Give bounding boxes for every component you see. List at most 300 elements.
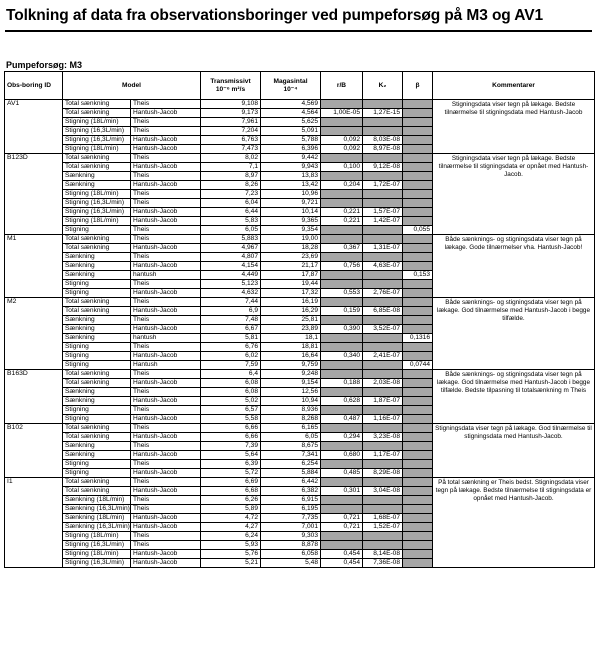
cell-k2 <box>363 478 403 487</box>
cell-model: Hantush-Jacob <box>131 325 201 334</box>
cell-k2 <box>363 280 403 289</box>
cell-type: Stigning (16,3L/min) <box>63 541 131 550</box>
cell-model: Hantush-Jacob <box>131 523 201 532</box>
cell-model: Theis <box>131 100 201 109</box>
cell-beta <box>403 388 433 397</box>
cell-model: Theis <box>131 478 201 487</box>
cell-transmissivity: 7,204 <box>201 127 261 136</box>
cell-model: Hantush-Jacob <box>131 145 201 154</box>
cell-model: hantush <box>131 271 201 280</box>
cell-magasintal: 6,396 <box>261 145 321 154</box>
cell-transmissivity: 5,02 <box>201 397 261 406</box>
cell-transmissivity: 5,93 <box>201 541 261 550</box>
cell-magasintal: 7,341 <box>261 451 321 460</box>
header-rb: r/B <box>321 72 363 100</box>
cell-transmissivity: 4,967 <box>201 244 261 253</box>
cell-magasintal: 10,94 <box>261 397 321 406</box>
header-row <box>5 72 595 100</box>
cell-model: Hantush-Jacob <box>131 163 201 172</box>
header-transmissivity-label: Transmissivt <box>210 77 251 85</box>
cell-model: Theis <box>131 253 201 262</box>
cell-transmissivity: 4,449 <box>201 271 261 280</box>
cell-rb <box>321 478 363 487</box>
cell-k2: 1,31E-07 <box>363 244 403 253</box>
header-k2: K₂ <box>363 72 403 100</box>
cell-k2: 1,52E-07 <box>363 523 403 532</box>
cell-beta <box>403 442 433 451</box>
cell-model: Hantush-Jacob <box>131 559 201 568</box>
cell-magasintal: 9,248 <box>261 370 321 379</box>
cell-type: Stigning (18L/min) <box>63 550 131 559</box>
cell-beta <box>403 343 433 352</box>
cell-rb: 0,485 <box>321 469 363 478</box>
cell-magasintal: 18,28 <box>261 244 321 253</box>
table-body <box>5 100 595 568</box>
cell-magasintal: 25,81 <box>261 316 321 325</box>
cell-rb: 0,188 <box>321 379 363 388</box>
cell-k2: 6,85E-08 <box>363 307 403 316</box>
cell-beta <box>403 541 433 550</box>
cell-k2: 8,97E-08 <box>363 145 403 154</box>
cell-model: Theis <box>131 172 201 181</box>
comment-cell: Både sænknings- og stigningsdata viser tegn på lækage. God tilnærmelse med Hantush-Jacob i begge tilfælde. Bedste tilpasning til totalsænkning m Theis <box>433 370 595 424</box>
cell-type: Total sænkning <box>63 424 131 433</box>
cell-transmissivity: 7,39 <box>201 442 261 451</box>
cell-model: Theis <box>131 496 201 505</box>
cell-magasintal: 10,96 <box>261 190 321 199</box>
cell-type: Stigning (18L/min) <box>63 145 131 154</box>
cell-transmissivity: 6,44 <box>201 208 261 217</box>
cell-rb: 0,204 <box>321 181 363 190</box>
cell-type: Sænkning (18L/min) <box>63 496 131 505</box>
cell-beta <box>403 208 433 217</box>
cell-model: Hantush-Jacob <box>131 469 201 478</box>
cell-model: Theis <box>131 388 201 397</box>
cell-rb <box>321 190 363 199</box>
cell-k2: 1,27E-15 <box>363 109 403 118</box>
cell-beta <box>403 469 433 478</box>
cell-transmissivity: 6,67 <box>201 325 261 334</box>
cell-k2 <box>363 316 403 325</box>
title-rule <box>5 30 592 32</box>
cell-rb: 0,159 <box>321 307 363 316</box>
cell-magasintal: 13,83 <box>261 172 321 181</box>
cell-rb <box>321 118 363 127</box>
cell-rb <box>321 406 363 415</box>
cell-beta <box>403 280 433 289</box>
cell-type: Stigning (16,3L/min) <box>63 199 131 208</box>
cell-beta <box>403 433 433 442</box>
cell-transmissivity: 6,76 <box>201 343 261 352</box>
cell-beta <box>403 406 433 415</box>
cell-type: Sænkning (16,3L/min) <box>63 505 131 514</box>
cell-beta <box>403 262 433 271</box>
cell-beta <box>403 478 433 487</box>
cell-magasintal: 17,32 <box>261 289 321 298</box>
cell-transmissivity: 7,1 <box>201 163 261 172</box>
cell-rb <box>321 505 363 514</box>
cell-type: Sænkning (18L/min) <box>63 514 131 523</box>
cell-model: Theis <box>131 298 201 307</box>
cell-transmissivity: 5,81 <box>201 334 261 343</box>
cell-type: Sænkning <box>63 451 131 460</box>
cell-beta <box>403 352 433 361</box>
cell-magasintal: 6,382 <box>261 487 321 496</box>
cell-transmissivity: 5,58 <box>201 415 261 424</box>
cell-k2: 8,03E-08 <box>363 136 403 145</box>
cell-beta <box>403 316 433 325</box>
cell-type: Sænkning <box>63 442 131 451</box>
header-model: Model <box>63 72 201 100</box>
cell-k2: 9,12E-08 <box>363 163 403 172</box>
cell-type: Sænkning <box>63 253 131 262</box>
cell-k2 <box>363 253 403 262</box>
cell-k2 <box>363 406 403 415</box>
cell-type: Stigning (16,3L/min) <box>63 127 131 136</box>
cell-type: Stigning <box>63 460 131 469</box>
cell-magasintal: 6,058 <box>261 550 321 559</box>
cell-type: Sænkning <box>63 262 131 271</box>
cell-beta <box>403 190 433 199</box>
cell-type: Stigning <box>63 289 131 298</box>
cell-magasintal: 5,788 <box>261 136 321 145</box>
cell-type: Total sænkning <box>63 370 131 379</box>
cell-type: Stigning (18L/min) <box>63 532 131 541</box>
cell-model: Hantush-Jacob <box>131 217 201 226</box>
cell-type: Total sænkning <box>63 478 131 487</box>
cell-beta <box>403 253 433 262</box>
cell-rb: 0,454 <box>321 550 363 559</box>
cell-model: Hantush-Jacob <box>131 244 201 253</box>
interpretation-table <box>4 71 595 568</box>
cell-k2 <box>363 388 403 397</box>
cell-type: Sænkning <box>63 334 131 343</box>
cell-k2 <box>363 271 403 280</box>
cell-beta <box>403 100 433 109</box>
cell-k2 <box>363 532 403 541</box>
cell-magasintal: 6,165 <box>261 424 321 433</box>
cell-rb: 1,00E-05 <box>321 109 363 118</box>
cell-model: Theis <box>131 343 201 352</box>
cell-magasintal: 6,254 <box>261 460 321 469</box>
cell-model: Theis <box>131 541 201 550</box>
cell-k2 <box>363 370 403 379</box>
cell-type: Sænkning <box>63 172 131 181</box>
cell-model: Hantush-Jacob <box>131 262 201 271</box>
header-obs: Obs-boring ID <box>5 72 63 100</box>
comment-cell: Både sænknings- og stigningsdata viser tegn på lækage. God tilnærmelse med Hantush-Jacob i begge tilfælde. <box>433 298 595 370</box>
cell-magasintal: 12,56 <box>261 388 321 397</box>
cell-model: Theis <box>131 424 201 433</box>
cell-type: Total sænkning <box>63 487 131 496</box>
header-transmissivity <box>201 72 261 100</box>
cell-transmissivity: 6,04 <box>201 199 261 208</box>
cell-transmissivity: 6,39 <box>201 460 261 469</box>
cell-rb <box>321 298 363 307</box>
cell-beta: 0,1316 <box>403 334 433 343</box>
cell-model: hantush <box>131 334 201 343</box>
cell-beta: 0,0744 <box>403 361 433 370</box>
cell-rb: 0,680 <box>321 451 363 460</box>
table-row <box>5 100 595 109</box>
cell-rb: 0,221 <box>321 217 363 226</box>
cell-beta <box>403 244 433 253</box>
cell-k2: 3,52E-07 <box>363 325 403 334</box>
cell-k2 <box>363 199 403 208</box>
cell-model: Theis <box>131 442 201 451</box>
cell-beta <box>403 496 433 505</box>
cell-beta <box>403 379 433 388</box>
cell-transmissivity: 6,68 <box>201 487 261 496</box>
comment-cell: Stigningsdata viser tegn på lækage. Bedste tilnærmelse til stigningsdata med Hantush-Jacob <box>433 100 595 154</box>
cell-magasintal: 7,735 <box>261 514 321 523</box>
cell-k2 <box>363 172 403 181</box>
cell-k2 <box>363 505 403 514</box>
cell-beta: 0,055 <box>403 226 433 235</box>
cell-type: Total sænkning <box>63 100 131 109</box>
cell-transmissivity: 6,24 <box>201 532 261 541</box>
cell-transmissivity: 5,21 <box>201 559 261 568</box>
cell-rb <box>321 280 363 289</box>
cell-rb: 0,553 <box>321 289 363 298</box>
header-beta: β <box>403 72 433 100</box>
cell-transmissivity: 7,44 <box>201 298 261 307</box>
cell-magasintal: 16,29 <box>261 307 321 316</box>
cell-magasintal: 5,884 <box>261 469 321 478</box>
cell-type: Sænkning <box>63 325 131 334</box>
cell-magasintal: 6,915 <box>261 496 321 505</box>
obs-boring-id: B163D <box>5 370 63 424</box>
cell-k2: 1,57E-07 <box>363 208 403 217</box>
cell-k2: 4,63E-07 <box>363 262 403 271</box>
cell-rb <box>321 253 363 262</box>
obs-boring-id: AV1 <box>5 100 63 154</box>
cell-rb <box>321 127 363 136</box>
table-row <box>5 478 595 487</box>
cell-magasintal: 4,564 <box>261 109 321 118</box>
cell-magasintal: 23,69 <box>261 253 321 262</box>
cell-magasintal: 9,759 <box>261 361 321 370</box>
cell-beta <box>403 487 433 496</box>
cell-type: Total sænkning <box>63 379 131 388</box>
cell-type: Sænkning <box>63 316 131 325</box>
comment-cell: Stigningsdata viser tegn på lækage. God tilnærmelse til stigningsdata med Hantush-Jacob. <box>433 424 595 478</box>
cell-rb <box>321 172 363 181</box>
cell-model: Theis <box>131 154 201 163</box>
cell-model: Theis <box>131 127 201 136</box>
cell-magasintal: 9,303 <box>261 532 321 541</box>
cell-k2: 2,03E-08 <box>363 379 403 388</box>
cell-magasintal: 5,091 <box>261 127 321 136</box>
table-row <box>5 370 595 379</box>
cell-magasintal: 19,00 <box>261 235 321 244</box>
cell-rb <box>321 442 363 451</box>
cell-rb: 0,367 <box>321 244 363 253</box>
cell-type: Sænkning <box>63 397 131 406</box>
cell-k2: 2,76E-07 <box>363 289 403 298</box>
cell-beta <box>403 460 433 469</box>
cell-transmissivity: 4,27 <box>201 523 261 532</box>
cell-k2 <box>363 460 403 469</box>
cell-model: Hantush-Jacob <box>131 136 201 145</box>
cell-k2: 3,23E-08 <box>363 433 403 442</box>
test-subtitle: Pumpeforsøg: M3 <box>6 60 83 70</box>
cell-rb <box>321 424 363 433</box>
cell-type: Stigning <box>63 361 131 370</box>
cell-rb: 0,390 <box>321 325 363 334</box>
cell-rb <box>321 226 363 235</box>
cell-magasintal: 9,442 <box>261 154 321 163</box>
cell-transmissivity: 4,154 <box>201 262 261 271</box>
cell-model: Hantush-Jacob <box>131 208 201 217</box>
cell-rb: 0,092 <box>321 145 363 154</box>
cell-model: Hantush-Jacob <box>131 550 201 559</box>
cell-transmissivity: 7,48 <box>201 316 261 325</box>
cell-magasintal: 19,44 <box>261 280 321 289</box>
cell-beta <box>403 532 433 541</box>
cell-model: Theis <box>131 226 201 235</box>
cell-k2: 3,04E-08 <box>363 487 403 496</box>
cell-beta <box>403 289 433 298</box>
cell-type: Total sænkning <box>63 235 131 244</box>
cell-transmissivity: 9,108 <box>201 100 261 109</box>
cell-type: Stigning <box>63 352 131 361</box>
cell-rb: 0,721 <box>321 514 363 523</box>
cell-rb <box>321 334 363 343</box>
cell-beta <box>403 235 433 244</box>
cell-magasintal: 8,675 <box>261 442 321 451</box>
cell-magasintal: 6,195 <box>261 505 321 514</box>
cell-beta <box>403 451 433 460</box>
cell-transmissivity: 5,64 <box>201 451 261 460</box>
cell-model: Hantush-Jacob <box>131 433 201 442</box>
cell-rb <box>321 388 363 397</box>
cell-type: Sænkning (16,3L/min) <box>63 523 131 532</box>
cell-transmissivity: 6,4 <box>201 370 261 379</box>
cell-type: Stigning <box>63 406 131 415</box>
cell-rb: 0,487 <box>321 415 363 424</box>
cell-beta <box>403 550 433 559</box>
cell-magasintal: 9,721 <box>261 199 321 208</box>
cell-beta <box>403 181 433 190</box>
cell-type: Stigning <box>63 343 131 352</box>
cell-model: Theis <box>131 505 201 514</box>
cell-model: Hantush-Jacob <box>131 379 201 388</box>
table-row <box>5 298 595 307</box>
cell-transmissivity: 7,961 <box>201 118 261 127</box>
cell-beta <box>403 172 433 181</box>
cell-magasintal: 18,1 <box>261 334 321 343</box>
cell-rb: 0,628 <box>321 397 363 406</box>
cell-beta: 0,153 <box>403 271 433 280</box>
obs-boring-id: B123D <box>5 154 63 235</box>
comment-cell: På total sænkning er Theis bedst. Stigningsdata viser tegn på lækage. Bedste tilnærmelse til stigningsdata er opnået med Hantush-Jacob. <box>433 478 595 568</box>
cell-type: Total sænkning <box>63 433 131 442</box>
cell-k2: 2,41E-07 <box>363 352 403 361</box>
page-title: Tolkning af data fra observationsboringer ved pumpeforsøg på M3 og AV1 <box>6 7 544 24</box>
cell-transmissivity: 8,02 <box>201 154 261 163</box>
cell-type: Stigning (18L/min) <box>63 118 131 127</box>
cell-k2 <box>363 361 403 370</box>
cell-type: Total sænkning <box>63 298 131 307</box>
cell-magasintal: 6,442 <box>261 478 321 487</box>
cell-type: Stigning (16,3L/min) <box>63 208 131 217</box>
cell-k2 <box>363 226 403 235</box>
cell-model: Hantush-Jacob <box>131 307 201 316</box>
cell-beta <box>403 127 433 136</box>
table-row <box>5 235 595 244</box>
cell-k2: 1,68E-07 <box>363 514 403 523</box>
cell-k2: 1,17E-07 <box>363 451 403 460</box>
cell-type: Stigning (16,3L/min) <box>63 559 131 568</box>
cell-magasintal: 16,19 <box>261 298 321 307</box>
cell-k2: 8,14E-08 <box>363 550 403 559</box>
cell-beta <box>403 298 433 307</box>
cell-k2 <box>363 118 403 127</box>
header-magasintal-label: Magasintal <box>273 77 308 85</box>
obs-boring-id: B102 <box>5 424 63 478</box>
cell-rb <box>321 361 363 370</box>
cell-type: Stigning <box>63 469 131 478</box>
header-magasintal <box>261 72 321 100</box>
cell-rb <box>321 460 363 469</box>
cell-model: Theis <box>131 118 201 127</box>
obs-boring-id: I1 <box>5 478 63 568</box>
cell-beta <box>403 217 433 226</box>
cell-transmissivity: 8,97 <box>201 172 261 181</box>
cell-transmissivity: 6,02 <box>201 352 261 361</box>
cell-type: Total sænkning <box>63 163 131 172</box>
cell-magasintal: 9,354 <box>261 226 321 235</box>
cell-rb: 0,221 <box>321 208 363 217</box>
obs-boring-id: M2 <box>5 298 63 370</box>
cell-rb: 0,756 <box>321 262 363 271</box>
cell-rb <box>321 541 363 550</box>
cell-magasintal: 5,48 <box>261 559 321 568</box>
cell-magasintal: 8,936 <box>261 406 321 415</box>
cell-rb: 0,294 <box>321 433 363 442</box>
cell-magasintal: 6,05 <box>261 433 321 442</box>
cell-magasintal: 9,943 <box>261 163 321 172</box>
cell-beta <box>403 415 433 424</box>
cell-rb <box>321 343 363 352</box>
cell-beta <box>403 325 433 334</box>
cell-rb <box>321 199 363 208</box>
cell-model: Theis <box>131 235 201 244</box>
table-row <box>5 154 595 163</box>
cell-k2 <box>363 154 403 163</box>
cell-transmissivity: 5,72 <box>201 469 261 478</box>
cell-model: Theis <box>131 406 201 415</box>
cell-beta <box>403 154 433 163</box>
cell-k2 <box>363 298 403 307</box>
cell-beta <box>403 559 433 568</box>
cell-model: Hantush-Jacob <box>131 514 201 523</box>
cell-model: Hantush-Jacob <box>131 181 201 190</box>
cell-beta <box>403 523 433 532</box>
cell-transmissivity: 6,9 <box>201 307 261 316</box>
cell-k2: 1,42E-07 <box>363 217 403 226</box>
cell-beta <box>403 514 433 523</box>
cell-rb <box>321 316 363 325</box>
comment-cell: Stigningsdata viser tegn på lækage. Bedste tilnærmelse til stigningsdata er opnået med Hantush-Jacob. <box>433 154 595 235</box>
cell-transmissivity: 6,763 <box>201 136 261 145</box>
cell-transmissivity: 6,66 <box>201 433 261 442</box>
cell-k2: 8,29E-08 <box>363 469 403 478</box>
cell-model: Theis <box>131 370 201 379</box>
cell-transmissivity: 9,173 <box>201 109 261 118</box>
cell-transmissivity: 6,08 <box>201 388 261 397</box>
